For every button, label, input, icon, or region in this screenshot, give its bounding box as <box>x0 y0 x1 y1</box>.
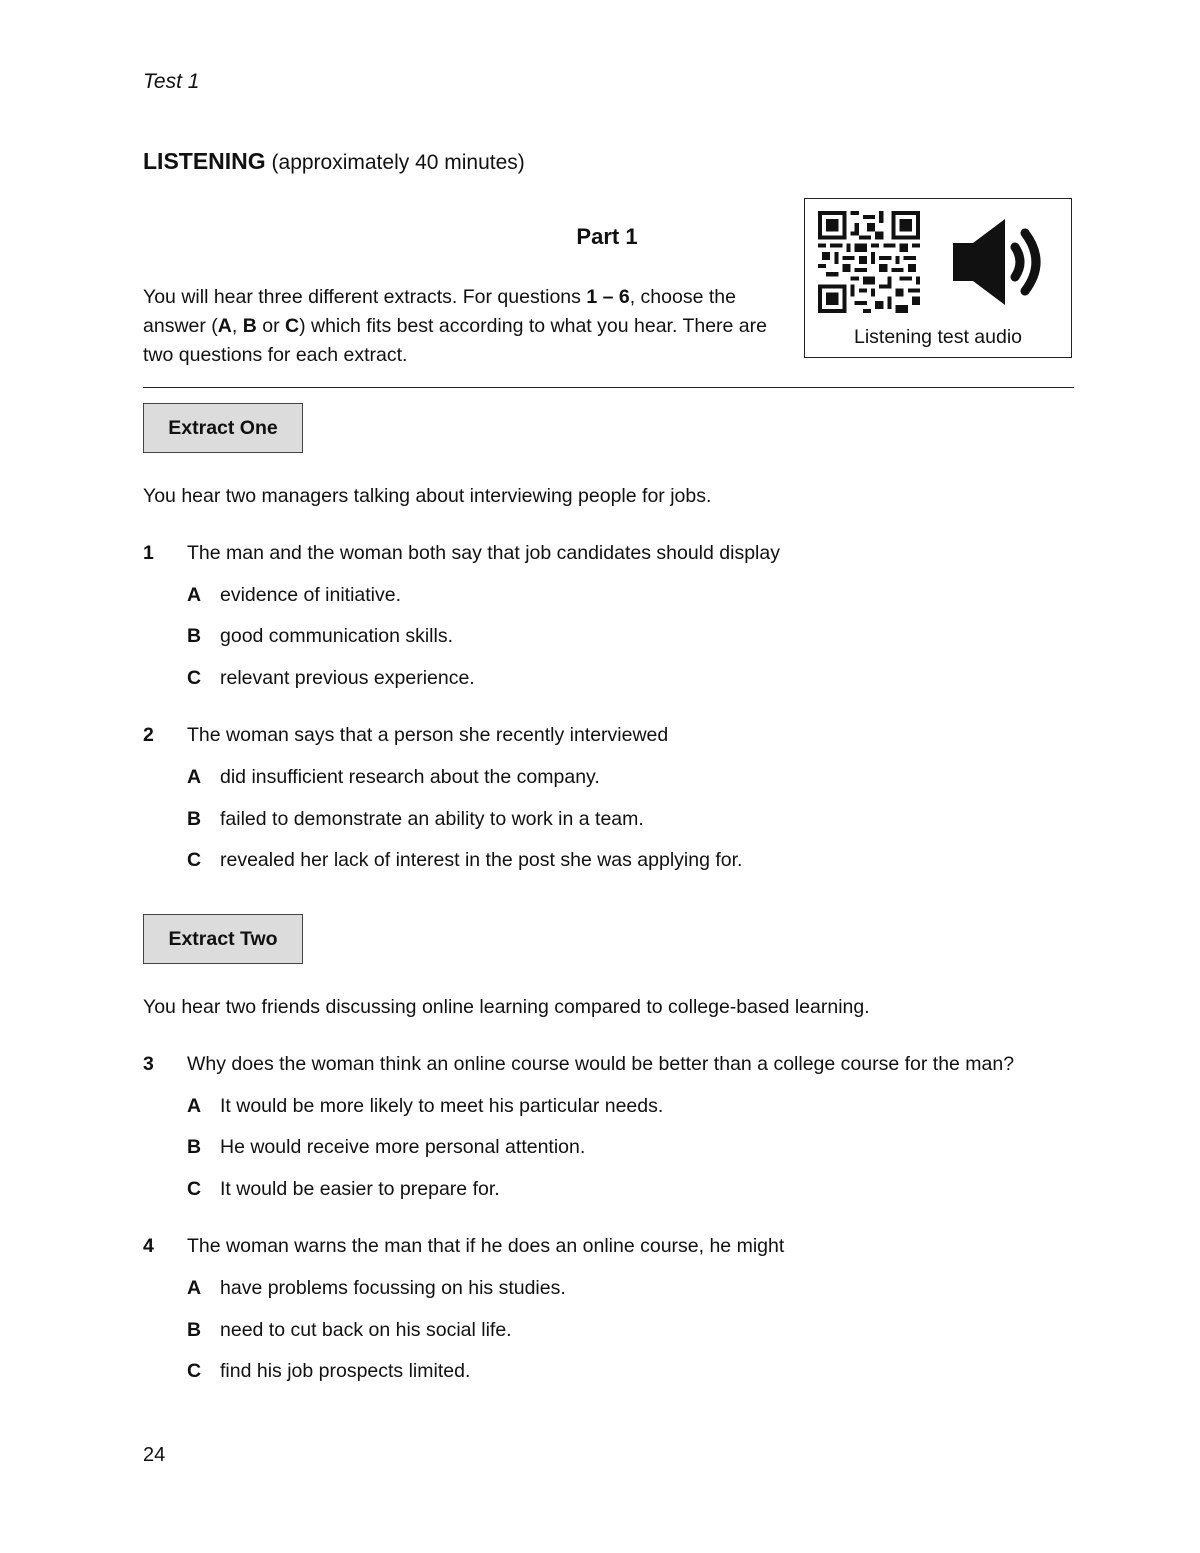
option-letter[interactable]: B <box>187 808 202 830</box>
audio-caption: Listening test audio <box>853 326 1023 348</box>
option-letter[interactable]: C <box>187 849 202 871</box>
option-text[interactable]: He would receive more personal attention. <box>220 1136 586 1158</box>
instructions-text: You will hear three different extracts. For questions <box>143 286 587 308</box>
section-title <box>143 148 525 175</box>
option-text[interactable]: need to cut back on his social life. <box>220 1319 512 1341</box>
page-number: 24 <box>143 1444 166 1466</box>
extract-two-intro: You hear two friends discussing online learning compared to college-based learning. <box>143 996 870 1018</box>
option-text[interactable]: relevant previous experience. <box>220 667 475 689</box>
instructions-text: , choose the answer ( <box>143 286 736 337</box>
question-number: 4 <box>143 1235 154 1257</box>
section-divider <box>143 387 1074 388</box>
instructions-text: , <box>231 315 243 337</box>
option-letter[interactable]: A <box>187 1277 202 1299</box>
instructions-option-c: C <box>285 315 300 337</box>
option-text[interactable]: It would be easier to prepare for. <box>220 1178 500 1200</box>
instructions-text: ) which fits best according to what you hear. There are two questions for each extract. <box>143 315 767 366</box>
option-letter[interactable]: A <box>187 584 202 606</box>
section-title-label: LISTENING <box>143 148 266 174</box>
option-letter[interactable]: C <box>187 1360 202 1382</box>
option-text[interactable]: evidence of initiative. <box>220 584 402 606</box>
audio-link-box[interactable] <box>804 198 1072 358</box>
option-letter[interactable]: B <box>187 1136 202 1158</box>
option-text[interactable]: have problems focussing on his studies. <box>220 1277 566 1299</box>
instructions-text: or <box>256 315 285 337</box>
option-text[interactable]: did insufficient research about the company. <box>220 766 600 788</box>
option-text[interactable]: find his job prospects limited. <box>220 1360 471 1382</box>
section-duration: (approximately 40 minutes) <box>271 151 525 174</box>
option-text[interactable]: revealed her lack of interest in the post she was applying for. <box>220 849 743 871</box>
instructions-question-range: 1 – 6 <box>586 286 630 308</box>
question-number: 2 <box>143 724 154 746</box>
option-letter[interactable]: C <box>187 667 202 689</box>
option-letter[interactable]: B <box>187 1319 202 1341</box>
question-stem: Why does the woman think an online course would be better than a college course for the man? <box>187 1053 1015 1075</box>
question-stem: The woman says that a person she recently interviewed <box>187 724 669 746</box>
part-instructions <box>143 283 793 370</box>
option-letter[interactable]: B <box>187 625 202 647</box>
option-text[interactable]: It would be more likely to meet his particular needs. <box>220 1095 664 1117</box>
question-stem: The woman warns the man that if he does an online course, he might <box>187 1235 785 1257</box>
option-text[interactable]: failed to demonstrate an ability to work in a team. <box>220 808 644 830</box>
extract-one-label: Extract One <box>143 403 303 453</box>
question-stem: The man and the woman both say that job candidates should display <box>187 542 780 564</box>
qr-code-icon[interactable] <box>818 211 920 313</box>
running-head: Test 1 <box>143 70 200 93</box>
speaker-icon[interactable] <box>949 217 1045 307</box>
option-text[interactable]: good communication skills. <box>220 625 454 647</box>
option-letter[interactable]: A <box>187 1095 202 1117</box>
question-number: 1 <box>143 542 154 564</box>
part-title: Part 1 <box>576 224 638 249</box>
extract-one-intro: You hear two managers talking about interviewing people for jobs. <box>143 485 712 507</box>
extract-two-label: Extract Two <box>143 914 303 964</box>
instructions-option-a: A <box>217 315 232 337</box>
question-number: 3 <box>143 1053 154 1075</box>
option-letter[interactable]: A <box>187 766 202 788</box>
option-letter[interactable]: C <box>187 1178 202 1200</box>
instructions-option-b: B <box>242 315 257 337</box>
